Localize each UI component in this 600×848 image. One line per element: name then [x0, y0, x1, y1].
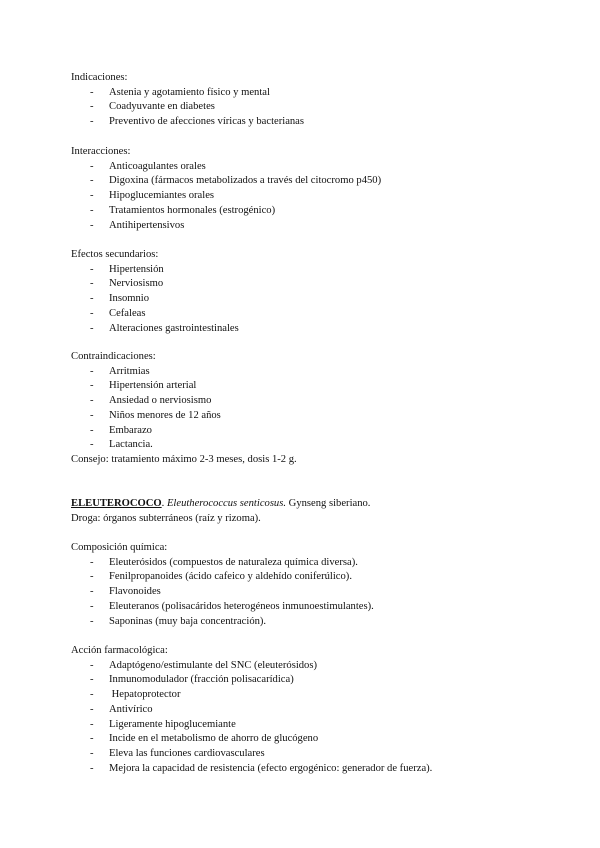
- common-name: Gynseng siberiano.: [286, 498, 371, 509]
- list-item: - Digoxina (fármacos metabolizados a través del citocromo p450): [90, 175, 382, 187]
- section-heading: Composición química:: [71, 542, 168, 553]
- list-item: - Ligeramente hipoglucemiante: [90, 718, 236, 730]
- list-item: - Niños menores de 12 años: [90, 409, 221, 421]
- list-item: - Coadyuvante en diabetes: [90, 101, 215, 113]
- list-item: - Inmunomodulador (fracción polisacarídica): [90, 674, 294, 686]
- list-item: - Lactancia.: [90, 439, 153, 451]
- eleuterococo-section: [71, 497, 571, 526]
- droga-text: Droga: órganos subterráneos (raíz y rizoma).: [71, 512, 261, 524]
- composicion-section: [71, 541, 571, 629]
- list-item: - Ansiedad o nerviosismo: [90, 395, 212, 407]
- list-item: - Anticoagulantes orales: [90, 160, 206, 172]
- list-item: - Flavonoides: [90, 586, 161, 598]
- list-item: - Hipertensión arterial: [90, 380, 197, 392]
- section-heading: Indicaciones:: [71, 72, 128, 83]
- list-item: - Nerviosismo: [90, 278, 164, 290]
- indicaciones-section: [71, 71, 571, 130]
- consejo-text: Consejo: tratamiento máximo 2-3 meses, dosis 1-2 g.: [71, 453, 297, 465]
- list-item: - Eleuterósidos (compuestos de naturaleza química diversa).: [90, 556, 358, 568]
- list-item: - Incide en el metabolismo de ahorro de glucógeno: [90, 733, 319, 745]
- list-item: - Fenilpropanoides (ácido cafeico y aldehído coniferúlico).: [90, 571, 352, 583]
- list-item: - Eleuteranos (polisacáridos heterogéneos inmunoestimulantes).: [90, 600, 374, 612]
- list-item: - Antivírico: [90, 703, 153, 715]
- list-item: - Insomnio: [90, 293, 150, 305]
- list-item: - Preventivo de afecciones víricas y bacterianas: [90, 116, 305, 128]
- section-heading: Interacciones:: [71, 146, 131, 157]
- list-item: - Eleva las funciones cardiovasculares: [90, 747, 265, 759]
- list-item: - Hipertensión: [90, 263, 164, 275]
- section-heading: Acción farmacológica:: [71, 645, 168, 656]
- list-item: - Tratamientos hormonales (estrogénico): [90, 204, 276, 216]
- list-item: - Embarazo: [90, 424, 152, 436]
- eleuterococo-heading: ELEUTEROCOCO. Eleutherococcus senticosus. Gynseng siberiano.: [71, 498, 371, 509]
- list-item: - Hipoglucemiantes orales: [90, 190, 215, 202]
- section-heading: Contraindicaciones:: [71, 351, 156, 362]
- latin-name: Eleutherococcus senticosus.: [166, 498, 287, 509]
- plant-name: ELEUTEROCOCO: [71, 498, 162, 509]
- list-item: - Saponinas (muy baja concentración).: [90, 615, 267, 627]
- contraindicaciones-section: [71, 350, 571, 468]
- efectos-section: [71, 248, 571, 336]
- list-item: - Astenia y agotamiento físico y mental: [90, 86, 270, 98]
- list-item: - Mejora la capacidad de resistencia (efecto ergogénico: generador de fuerza).: [90, 762, 433, 774]
- list-item: - Adaptógeno/estimulante del SNC (eleuterósidos): [90, 659, 318, 671]
- list-item: - Antihipertensivos: [90, 219, 185, 231]
- interacciones-section: [71, 145, 571, 233]
- section-heading: Efectos secundarios:: [71, 249, 159, 260]
- list-item: - Hepatoprotector: [90, 689, 181, 701]
- list-item: - Arritmias: [90, 365, 150, 377]
- accion-section: [71, 644, 571, 776]
- list-item: - Alteraciones gastrointestinales: [90, 322, 239, 334]
- list-item: - Cefaleas: [90, 307, 146, 319]
